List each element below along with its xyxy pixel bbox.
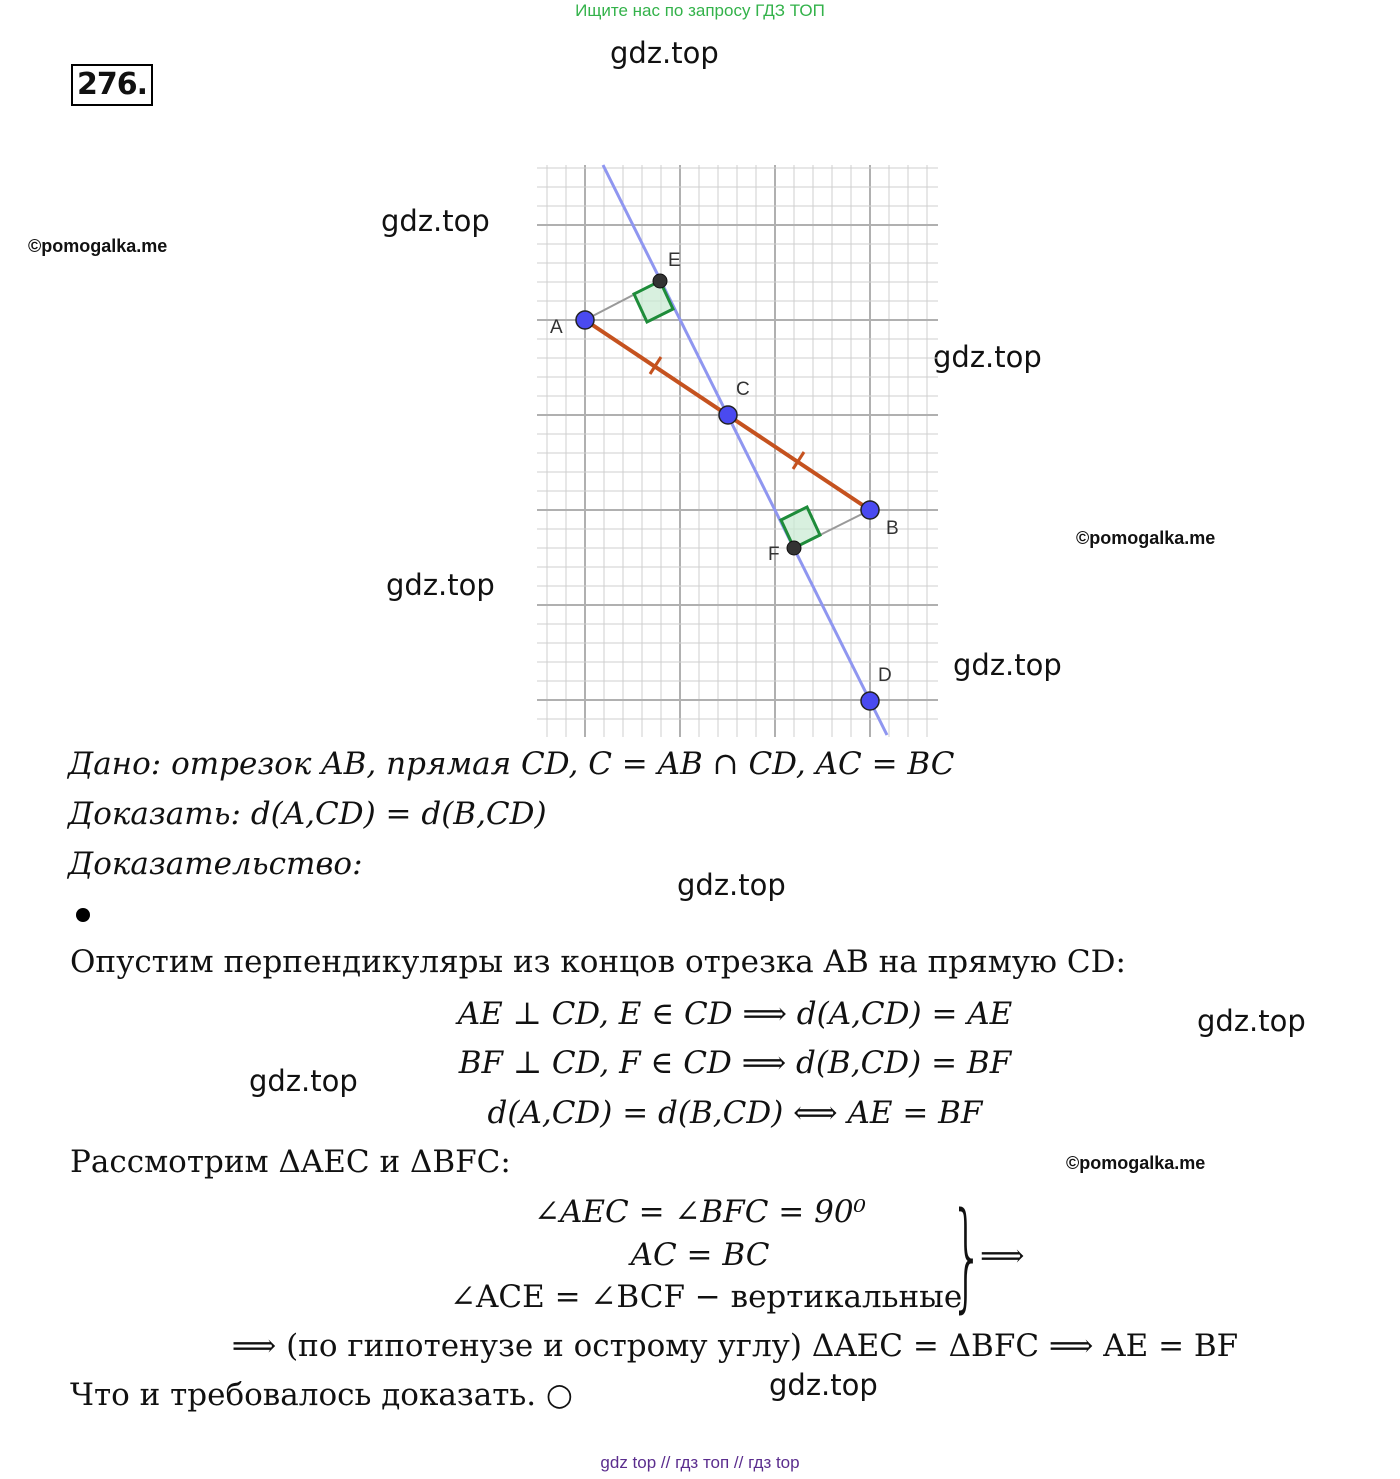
point-b — [861, 501, 879, 519]
right-brace: } — [950, 1186, 984, 1324]
drop-perpendiculars-text: Опустим перпендикуляры из концов отрезка AB на прямую CD: — [70, 944, 1126, 980]
point-e — [653, 274, 667, 288]
implies-arrow: ⟹ — [980, 1238, 1025, 1274]
watermark-pomogalka: ©pomogalka.me — [1066, 1153, 1206, 1173]
condition-2: AC = BC — [630, 1237, 770, 1273]
footer-links[interactable]: gdz top // гдз топ // гдз top — [600, 1453, 800, 1472]
watermark-gdz: gdz.top — [610, 36, 719, 70]
proof-heading: Доказательство: — [68, 846, 363, 882]
equation-3: d(A,CD) = d(B,CD) ⟺ AE = BF — [487, 1095, 983, 1131]
watermark-gdz: gdz.top — [769, 1368, 878, 1402]
prove-line: Доказать: d(A,CD) = d(B,CD) — [68, 796, 547, 832]
problem-number: 276. — [71, 64, 153, 106]
qed-line: Что и требовалось доказать. ○ — [70, 1377, 573, 1413]
label-f: F — [768, 544, 780, 565]
line-cd — [603, 165, 887, 735]
condition-1: ∠AEC = ∠BFC = 90⁰ — [534, 1194, 866, 1230]
watermark-gdz: gdz.top — [933, 340, 1042, 374]
watermark-gdz: gdz.top — [386, 568, 495, 602]
watermark-gdz: gdz.top — [381, 204, 490, 238]
right-angle-e — [634, 281, 673, 322]
label-d: D — [878, 665, 892, 686]
right-angle-f — [781, 507, 820, 548]
grid — [537, 165, 938, 737]
consider-text: Рассмотрим ΔAEC и ΔBFC: — [70, 1144, 511, 1180]
watermark-pomogalka: ©pomogalka.me — [1076, 528, 1216, 548]
point-a — [576, 311, 594, 329]
label-e: E — [668, 250, 681, 271]
watermark-gdz: gdz.top — [677, 868, 786, 902]
condition-3: ∠ACE = ∠BCF − вертикальные — [450, 1279, 963, 1315]
conclusion-line: ⟹ (по гипотенузе и острому углу) ΔAEC = ΔBFC ⟹ AE = BF — [231, 1328, 1239, 1364]
point-f — [787, 541, 801, 555]
watermark-gdz: gdz.top — [953, 648, 1062, 682]
point-c — [719, 406, 737, 424]
label-c: C — [736, 379, 750, 400]
equation-1: AE ⊥ CD, E ∈ CD ⟹ d(A,CD) = AE — [457, 996, 1013, 1032]
watermark-gdz: gdz.top — [1197, 1004, 1306, 1038]
bullet — [76, 908, 90, 922]
label-b: B — [886, 518, 899, 539]
point-d — [861, 692, 879, 710]
given-line: Дано: отрезок AB, прямая CD, C = AB ∩ CD, AC = BC — [68, 746, 955, 782]
label-a: A — [550, 317, 563, 338]
top-banner[interactable]: Ищите нас по запросу ГДЗ ТОП — [575, 1, 825, 20]
watermark-gdz: gdz.top — [249, 1064, 358, 1098]
watermark-pomogalka: ©pomogalka.me — [28, 236, 168, 256]
equation-2: BF ⊥ CD, F ∈ CD ⟹ d(B,CD) = BF — [458, 1045, 1012, 1081]
